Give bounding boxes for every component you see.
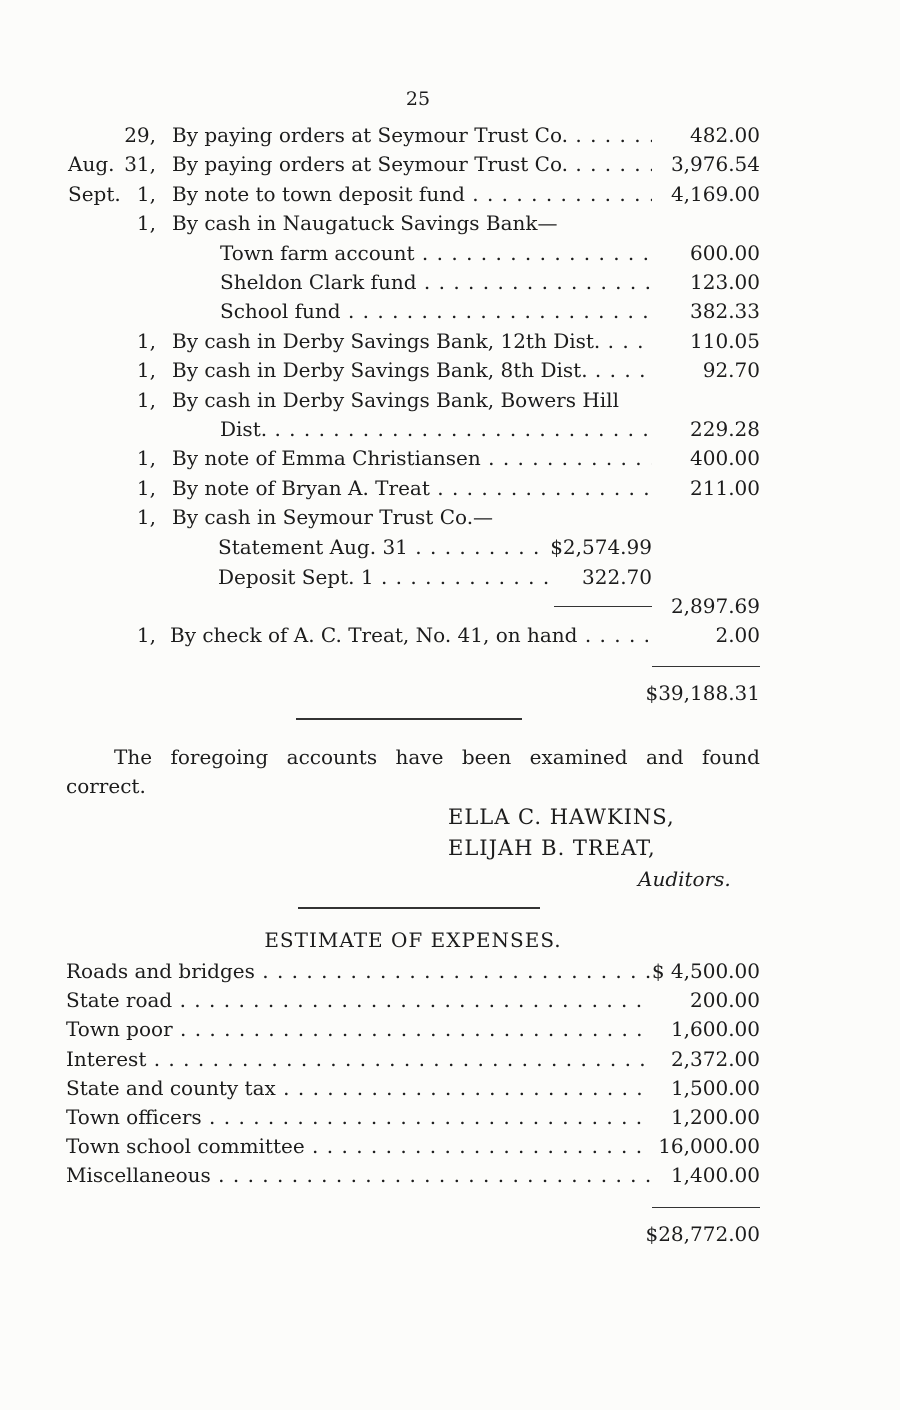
estimate-amount: 1,600.00	[670, 1017, 760, 1042]
entry-text: By paying orders at Seymour Trust Co. . . .	[172, 121, 652, 150]
estimate-label: Town poor . . .	[66, 1015, 650, 1044]
grand-total: $39,188.31	[645, 681, 760, 705]
estimate-label: Town school committee . . .	[66, 1132, 650, 1161]
statement-line	[0, 533, 900, 562]
entry-text: By paying orders at Seymour Trust Co. . . .	[172, 150, 652, 179]
ledger-entry	[0, 180, 900, 209]
entry-text: By cash in Derby Savings Bank, 8th Dist. . . .	[172, 356, 652, 385]
section-divider	[296, 718, 522, 720]
estimate-amount: 2,372.00	[670, 1046, 760, 1071]
auditor-name-1: ELLA C. HAWKINS,	[448, 805, 675, 829]
ledger-entry	[0, 356, 900, 385]
entry-month: Aug.	[68, 152, 115, 177]
estimate-amount: 1,400.00	[670, 1163, 760, 1188]
entry-day: 1,	[136, 446, 156, 471]
ledger-entry	[0, 327, 900, 356]
estimate-item	[0, 1074, 900, 1103]
estimate-item	[0, 1045, 900, 1074]
ledger-entry	[0, 209, 900, 238]
total-rule	[652, 666, 760, 667]
estimate-total-rule	[652, 1207, 760, 1208]
estimate-label: State road . . .	[66, 986, 650, 1015]
ledger-entry	[0, 121, 900, 150]
entry-day: 1,	[136, 211, 156, 236]
auditors-label: Auditors.	[638, 867, 731, 891]
estimate-item	[0, 986, 900, 1015]
entry-text: Dist. . . .	[220, 415, 652, 444]
auditor-name-2: ELIJAH B. TREAT,	[448, 836, 656, 860]
grand-total-line	[0, 679, 900, 708]
entry-month: Sept.	[68, 181, 121, 206]
estimate-divider	[298, 907, 540, 909]
page-number: 25	[405, 88, 431, 110]
entry-amount: 3,976.54	[670, 152, 760, 177]
entry-day: 29,	[124, 123, 156, 147]
entry-amount: 382.33	[690, 299, 760, 324]
estimate-item	[0, 1132, 900, 1161]
estimate-amount: 1,500.00	[670, 1075, 760, 1100]
estimate-label: Miscellaneous . . .	[66, 1161, 650, 1190]
estimate-amount: 1,200.00	[670, 1105, 760, 1129]
seymour-total: 2,897.69	[670, 594, 760, 618]
estimate-total-line	[0, 1220, 900, 1249]
ledger-entry	[0, 444, 900, 473]
ledger-entry	[0, 474, 900, 503]
ledger-entry	[0, 503, 900, 532]
estimate-label: Interest . . .	[66, 1045, 650, 1074]
estimate-amount: 200.00	[690, 988, 760, 1013]
entry-text: Town farm account . . .	[220, 239, 652, 268]
entry-day: 31,	[124, 152, 156, 177]
check-entry	[0, 621, 900, 650]
ledger-entry	[0, 386, 900, 415]
entry-amount: 229.28	[690, 417, 760, 441]
estimate-label: Town officers . . .	[66, 1103, 650, 1132]
estimate-label: State and county tax . . .	[66, 1074, 650, 1103]
deposit-line	[0, 563, 900, 592]
entry-day: 1,	[136, 505, 156, 530]
estimate-item	[0, 1161, 900, 1190]
estimate-total: $28,772.00	[645, 1222, 760, 1246]
ledger-entry	[0, 150, 900, 179]
entry-amount: 400.00	[690, 446, 760, 471]
estimate-amount: 16,000.00	[658, 1134, 760, 1159]
entry-day: 1,	[136, 387, 156, 412]
entry-amount: 482.00	[690, 123, 760, 147]
ledger-entry	[0, 268, 900, 297]
entry-amount: 600.00	[690, 240, 760, 265]
check-day: 1,	[136, 623, 156, 647]
estimate-item	[0, 1015, 900, 1044]
ledger-entry	[0, 415, 900, 444]
entry-day: 1,	[136, 328, 156, 353]
seymour-total-line	[0, 592, 900, 621]
estimate-item	[0, 1103, 900, 1132]
estimate-item	[0, 957, 900, 986]
entry-text: Sheldon Clark fund . . .	[220, 268, 652, 297]
ledger-entry	[0, 297, 900, 326]
statement-value: $2,574.99	[550, 535, 652, 559]
ledger-entry	[0, 239, 900, 268]
entry-text: By note to town deposit fund . . .	[172, 180, 652, 209]
estimate-label: Roads and bridges . . .	[66, 957, 650, 986]
check-amount: 2.00	[715, 623, 760, 647]
entry-text: School fund . . .	[220, 297, 652, 326]
entry-day: 1,	[136, 181, 156, 206]
statement-text: Statement Aug. 31 . . .	[218, 533, 548, 562]
entry-amount: 92.70	[702, 358, 760, 383]
closing-paragraph: The foregoing accounts have been examined and found correct.	[66, 745, 760, 798]
entry-amount: 123.00	[690, 270, 760, 294]
entry-amount: 110.05	[690, 328, 760, 353]
estimate-amount: $ 4,500.00	[651, 959, 760, 983]
entry-day: 1,	[136, 358, 156, 383]
entry-amount: 4,169.00	[670, 181, 760, 206]
entry-day: 1,	[136, 475, 156, 500]
deposit-text: Deposit Sept. 1 . . .	[218, 563, 548, 592]
entry-text: By note of Emma Christiansen . . .	[172, 444, 652, 473]
estimate-heading: ESTIMATE OF EXPENSES.	[264, 928, 562, 952]
entry-text: By cash in Derby Savings Bank, Bowers Hill	[172, 387, 619, 412]
entry-text: By cash in Seymour Trust Co.—	[172, 505, 494, 530]
entry-amount: 211.00	[690, 475, 760, 500]
entry-text: By cash in Derby Savings Bank, 12th Dist. . . .	[172, 327, 652, 356]
entry-text: By note of Bryan A. Treat . . .	[172, 474, 652, 503]
check-text: By check of A. C. Treat, No. 41, on hand . . .	[170, 621, 648, 650]
deposit-value: 322.70	[582, 565, 652, 589]
entry-text: By cash in Naugatuck Savings Bank—	[172, 211, 558, 236]
